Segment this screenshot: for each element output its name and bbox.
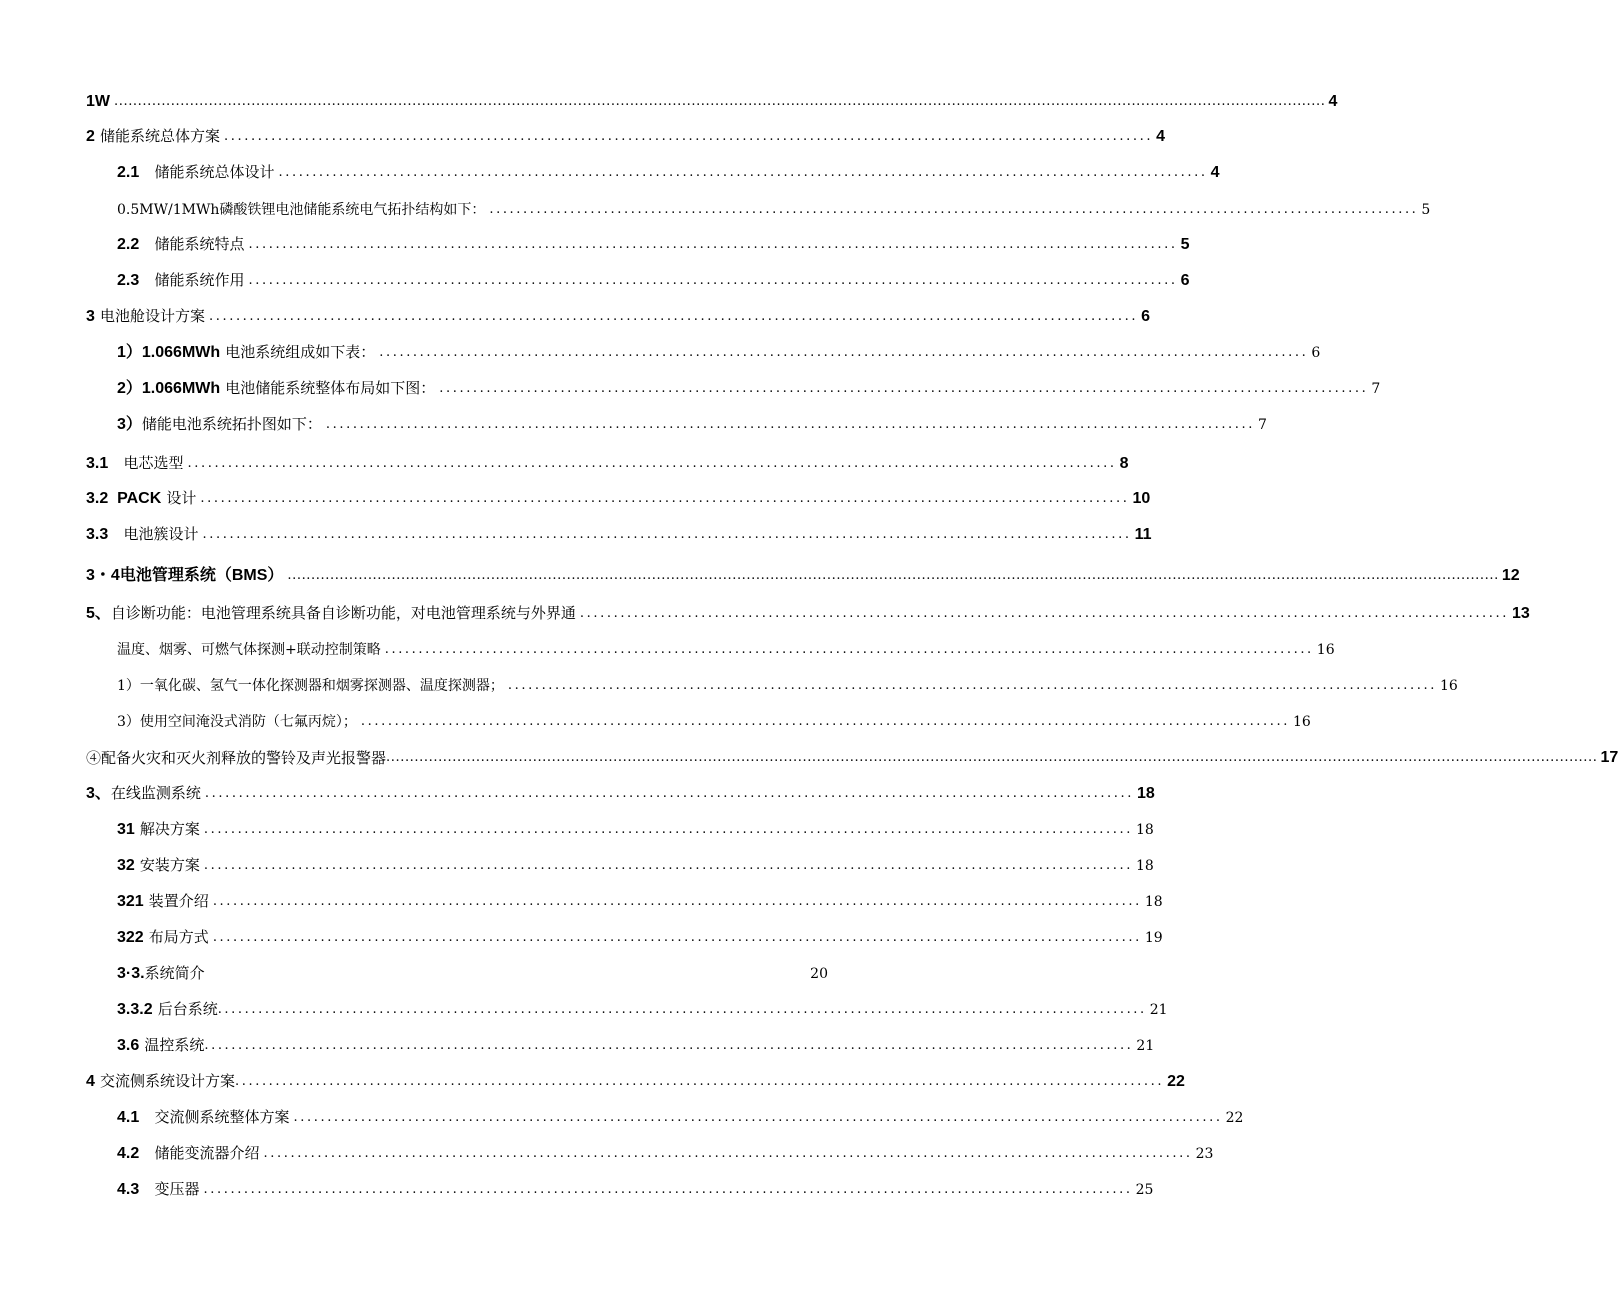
toc-dot-leader: .......................................................................................................................................... xyxy=(202,527,1132,542)
toc-entry-page: 21 xyxy=(1149,1002,1168,1018)
toc-entry-label xyxy=(86,524,199,545)
toc-entry-page: 18 xyxy=(1135,858,1154,874)
toc-entry-title: 电池舱设计方案 xyxy=(100,307,206,325)
toc-entry-label xyxy=(117,819,200,840)
toc-entry-number: 2.2 xyxy=(117,236,140,253)
toc-entry-page: 11 xyxy=(1134,526,1152,543)
toc-entry-label xyxy=(117,999,218,1020)
toc-entry-title: 自诊断功能：电池管理系统具备自诊断功能，对电池管理系统与外界通 xyxy=(110,604,576,622)
toc-dot-leader: ................................................................................................................................................................................................................................................................ xyxy=(287,568,1499,583)
toc-entry-number: 3 xyxy=(86,308,95,325)
toc-entry-title: 电池系统组成如下表： xyxy=(225,343,376,361)
toc-dot-leader: .......................................................................................................................................... xyxy=(203,858,1133,873)
toc-entry-title: 0.5MW/1MWh磷酸铁锂电池储能系统电气拓扑结构如下： xyxy=(117,202,486,218)
toc-entry[interactable] xyxy=(0,119,1165,147)
toc-entry-page: 17 xyxy=(1600,749,1618,766)
toc-entry[interactable] xyxy=(0,740,1618,768)
toc-dot-leader: .......................................................................................................................................... xyxy=(325,417,1255,432)
toc-entry-label xyxy=(86,488,196,509)
toc-entry-page: 5 xyxy=(1180,236,1190,253)
toc-entry-title: 系统简介 xyxy=(144,964,205,982)
toc-entry-label xyxy=(117,855,200,876)
toc-entry-title: 安装方案 xyxy=(139,856,200,874)
toc-entry-title: 3）使用空间淹没式消防（七氟丙烷）； xyxy=(117,714,357,730)
toc-entry-label xyxy=(117,162,275,183)
toc-entry-number: 3・4 xyxy=(86,567,120,584)
toc-entry-label xyxy=(117,1107,290,1128)
toc-entry-page: 22 xyxy=(1225,1110,1244,1126)
toc-entry-page: 7 xyxy=(1371,381,1381,397)
toc-entry-label xyxy=(117,378,435,399)
toc-entry-title: 装置介绍 xyxy=(148,892,209,910)
toc-dot-leader: ................................................................................................................................................................................................................................................................ xyxy=(114,94,1326,109)
toc-dot-leader: .......................................................................................................................................... xyxy=(203,822,1133,837)
toc-dot-leader: .......................................................................................................................................... xyxy=(439,381,1369,396)
toc-entry-title: 储能电池系统拓扑图如下： xyxy=(141,415,322,433)
toc-entry[interactable] xyxy=(0,558,1520,586)
toc-entry[interactable] xyxy=(0,812,1154,840)
toc-entry-label xyxy=(117,927,209,948)
toc-entry-page: 5 xyxy=(1421,202,1431,218)
toc-entry-label xyxy=(117,1143,260,1164)
toc-entry-label xyxy=(117,639,381,660)
toc-entry-page: 10 xyxy=(1132,490,1151,507)
toc-entry[interactable] xyxy=(0,371,1381,399)
toc-entry-page: 21 xyxy=(1136,1038,1155,1054)
toc-entry-title: 储能系统总体设计 xyxy=(154,163,275,181)
toc-entry-number: 321 xyxy=(117,893,144,910)
toc-entry[interactable] xyxy=(0,956,920,984)
toc-entry[interactable] xyxy=(0,1100,1244,1128)
toc-entry-page: 6 xyxy=(1141,308,1150,325)
toc-entry-label xyxy=(117,963,205,984)
toc-entry-number: 4.2 xyxy=(117,1145,140,1162)
toc-entry-page: 7 xyxy=(1257,417,1267,433)
toc-entry-title: 交流侧系统整体方案 xyxy=(154,1108,290,1126)
toc-entry[interactable] xyxy=(0,596,1530,624)
toc-entry[interactable] xyxy=(0,446,1129,474)
toc-entry-title: 交流侧系统设计方案 xyxy=(100,1072,236,1090)
toc-entry[interactable] xyxy=(0,884,1163,912)
toc-dot-leader: .......................................................................................................................................... xyxy=(278,165,1208,180)
toc-entry[interactable] xyxy=(0,481,1151,509)
toc-entry-label xyxy=(117,1179,200,1200)
toc-entry-label xyxy=(86,453,184,474)
toc-entry-title: 解决方案 xyxy=(139,820,200,838)
toc-entry-page: 20 xyxy=(810,966,828,982)
toc-entry-page: 4 xyxy=(1328,93,1338,110)
toc-entry-label xyxy=(117,234,245,255)
toc-entry-title: 在线监测系统 xyxy=(110,784,201,802)
toc-dot-leader: .......................................................................................................................................... xyxy=(235,1074,1165,1089)
toc-dot-leader: .......................................................................................................................................... xyxy=(507,678,1437,693)
toc-entry[interactable] xyxy=(0,407,1267,435)
toc-entry-number: 3） xyxy=(117,416,142,433)
toc-dot-leader: .......................................................................................................................................... xyxy=(209,309,1139,324)
toc-dot-leader: .......................................................................................................................................... xyxy=(204,1038,1134,1053)
toc-entry-label xyxy=(117,891,209,912)
toc-entry-label xyxy=(86,1071,235,1092)
toc-entry[interactable] xyxy=(0,1136,1214,1164)
toc-dot-leader: .......................................................................................................................................... xyxy=(212,930,1142,945)
toc-entry[interactable] xyxy=(0,517,1152,545)
toc-entry-page: 16 xyxy=(1292,714,1311,730)
toc-entry-number: 3·3. xyxy=(117,965,145,982)
toc-entry-label xyxy=(86,565,283,586)
toc-entry-title: 储能系统总体方案 xyxy=(100,127,221,145)
toc-entry-label xyxy=(86,91,110,112)
toc-entry-number: 2.3 xyxy=(117,272,140,289)
toc-dot-leader: ................................................................................................................................................................................................................................................................ xyxy=(386,750,1598,765)
toc-entry[interactable] xyxy=(0,1172,1154,1200)
toc-dot-leader: .......................................................................................................................................... xyxy=(489,202,1419,217)
toc-entry-number: 32 xyxy=(117,857,135,874)
toc-entry-page: 13 xyxy=(1511,605,1530,622)
toc-entry-number: 5、 xyxy=(86,605,111,622)
toc-entry-title: 电芯选型 xyxy=(123,454,184,472)
toc-entry[interactable] xyxy=(0,1028,1155,1056)
toc-entry-label xyxy=(117,270,245,291)
toc-entry[interactable] xyxy=(0,299,1150,327)
toc-entry-page: 18 xyxy=(1136,785,1155,802)
toc-dot-leader: .......................................................................................................................................... xyxy=(248,273,1178,288)
toc-entry-number: 322 xyxy=(117,929,144,946)
toc-entry-title: ④配备火灾和灭火剂释放的警铃及声光报警器 xyxy=(86,749,387,767)
toc-entry-number: 4 xyxy=(86,1073,95,1090)
toc-entry-title: 温控系统 xyxy=(144,1036,205,1054)
toc-entry[interactable] xyxy=(0,992,1168,1020)
toc-entry[interactable] xyxy=(0,1064,1185,1092)
toc-dot-leader: .......................................................................................................................................... xyxy=(263,1146,1193,1161)
toc-entry-label xyxy=(86,603,576,624)
toc-entry-title: 储能系统作用 xyxy=(154,271,245,289)
toc-entry-label xyxy=(117,711,357,732)
toc-entry-page: 8 xyxy=(1119,455,1129,472)
toc-dot-leader: .......................................................................................................................................... xyxy=(224,129,1154,144)
toc-entry-page: 16 xyxy=(1439,678,1458,694)
toc-dot-leader: .......................................................................................................................................... xyxy=(384,642,1314,657)
toc-entry[interactable] xyxy=(0,335,1321,363)
toc-entry-label xyxy=(117,199,485,220)
toc-entry-title: 电池簇设计 xyxy=(123,525,199,543)
toc-entry-number: 31 xyxy=(117,821,135,838)
toc-entry[interactable] xyxy=(0,192,1431,220)
toc-entry-number: 3.3.2 xyxy=(117,1001,153,1018)
toc-entry-label xyxy=(117,1035,204,1056)
toc-entry-number: 3.3 xyxy=(86,526,109,543)
toc-dot-leader: .......................................................................................................................................... xyxy=(200,491,1130,506)
toc-dot-leader: .......................................................................................................................................... xyxy=(187,456,1117,471)
toc-entry-label xyxy=(117,675,504,696)
toc-entry-title: 变压器 xyxy=(154,1180,200,1198)
toc-entry-page: 25 xyxy=(1135,1182,1154,1198)
toc-entry-label xyxy=(86,306,205,327)
toc-entry-page: 22 xyxy=(1167,1073,1185,1090)
toc-entry-label xyxy=(117,414,322,435)
toc-entry-page: 16 xyxy=(1316,642,1335,658)
toc-dot-leader: .......................................................................................................................................... xyxy=(360,714,1290,729)
toc-dot-leader: .......................................................................................................................................... xyxy=(212,894,1142,909)
toc-entry-number: 4.1 xyxy=(117,1109,140,1126)
toc-dot-leader: .......................................................................................................................................... xyxy=(579,606,1509,621)
toc-dot-leader: .......................................................................................................................................... xyxy=(204,786,1134,801)
toc-entry-page: 18 xyxy=(1135,822,1154,838)
toc-dot-leader: .......................................................................................................................................... xyxy=(379,345,1309,360)
toc-entry[interactable] xyxy=(0,227,1190,255)
toc-entry-page: 4 xyxy=(1210,164,1220,181)
toc-entry-number: 2 xyxy=(86,128,95,145)
toc-entry-label xyxy=(86,748,386,768)
toc-dot-leader: .......................................................................................................................................... xyxy=(203,1182,1133,1197)
toc-entry-number: 3、 xyxy=(86,785,111,802)
toc-entry-page: 6 xyxy=(1311,345,1321,361)
toc-dot-leader: .......................................................................................................................................... xyxy=(217,1002,1147,1017)
toc-entry-page: 6 xyxy=(1180,272,1190,289)
toc-entry-page: 18 xyxy=(1144,894,1163,910)
toc-entry[interactable] xyxy=(0,848,1154,876)
toc-entry-page: 12 xyxy=(1501,567,1520,584)
toc-entry-title: 电池管理系统（BMS） xyxy=(119,567,284,584)
toc-entry-title: 温度、烟雾、可燃气体探测+联动控制策略 xyxy=(117,642,381,658)
toc-entry[interactable] xyxy=(0,84,1338,112)
toc-entry-page: 4 xyxy=(1156,128,1165,145)
toc-entry[interactable] xyxy=(0,632,1335,660)
toc-entry[interactable] xyxy=(0,155,1220,183)
toc-entry-number: 3.2 PACK xyxy=(86,490,162,507)
toc-entry-title: 后台系统 xyxy=(157,1000,218,1018)
toc-entry-label xyxy=(86,783,201,804)
toc-dot-leader: .......................................................................................................................................... xyxy=(293,1110,1223,1125)
toc-entry[interactable] xyxy=(0,920,1163,948)
toc-entry-title: 储能变流器介绍 xyxy=(154,1144,260,1162)
toc-entry[interactable] xyxy=(0,704,1311,732)
toc-entry-number: 3.1 xyxy=(86,455,109,472)
toc-entry[interactable] xyxy=(0,776,1155,804)
toc-entry[interactable] xyxy=(0,263,1190,291)
toc-entry-number: 2）1.066MWh xyxy=(117,380,221,397)
toc-entry-title: 储能系统特点 xyxy=(154,235,245,253)
toc-entry-number: 1W xyxy=(86,93,110,110)
toc-entry-number: 3.6 xyxy=(117,1037,140,1054)
toc-entry-title: 电池储能系统整体布局如下图： xyxy=(225,379,436,397)
toc-entry-number: 2.1 xyxy=(117,164,140,181)
toc-entry-page: 23 xyxy=(1195,1146,1214,1162)
toc-entry-title: 布局方式 xyxy=(148,928,209,946)
toc-entry-title: 1）一氧化碳、氢气一体化探测器和烟雾探测器、温度探测器； xyxy=(117,678,504,694)
toc-entry-label xyxy=(117,342,375,363)
toc-entry-title: 设计 xyxy=(166,489,197,507)
toc-entry-label xyxy=(86,126,220,147)
toc-entry-number: 1）1.066MWh xyxy=(117,344,221,361)
toc-entry[interactable] xyxy=(0,668,1458,696)
toc-entry-page: 19 xyxy=(1144,930,1163,946)
toc-entry-number: 4.3 xyxy=(117,1181,140,1198)
toc-dot-leader: .......................................................................................................................................... xyxy=(248,237,1178,252)
